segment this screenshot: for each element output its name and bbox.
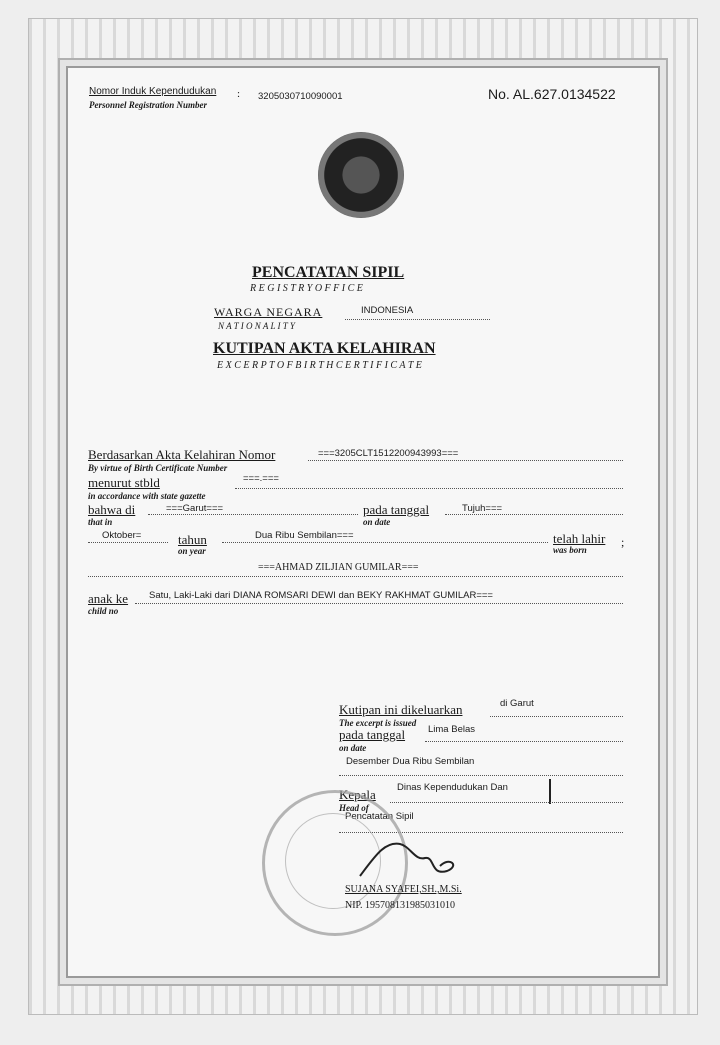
signer-nip: NIP. 195708131985031010 <box>345 900 456 911</box>
head-label: Kepala <box>339 787 376 802</box>
born-semicolon: ; <box>621 535 625 549</box>
nik-value: 3205030710090001 <box>258 91 343 102</box>
date-label: pada tanggal <box>363 502 430 517</box>
born-label-en: was born <box>553 545 587 555</box>
place-label-en: that in <box>88 517 113 527</box>
head-value: Dinas Kependudukan Dan <box>397 782 508 793</box>
stbld-label-en: in accordance with state gazette <box>88 491 206 501</box>
signature <box>355 836 465 886</box>
head-value-2: Pencatatan Sipil <box>345 811 414 822</box>
issued-value: di Garut <box>500 698 534 709</box>
issue-date-value: Lima Belas <box>428 724 475 735</box>
year-label: tahun <box>178 532 207 547</box>
date-value: Tujuh=== <box>462 503 503 514</box>
document-title-en: E X C E R P T O F B I R T H C E R T I F I C A T E <box>217 360 422 371</box>
issue-date-label-en: on date <box>339 743 367 753</box>
cert-number-value: ===3205CLT1512200943993=== <box>318 448 459 459</box>
garuda-emblem <box>318 132 404 218</box>
nationality-value: INDONESIA <box>361 305 414 316</box>
nationality-label: WARGA NEGARA <box>214 305 323 319</box>
stbld-label: menurut stbld <box>88 475 160 490</box>
place-value: ===Garut=== <box>166 503 224 514</box>
issued-label-en: The excerpt is issued <box>339 718 417 728</box>
child-order-label-en: child no <box>88 606 119 616</box>
nik-label: Nomor Induk Kependudukan <box>89 86 217 97</box>
issue-date-label: pada tanggal <box>339 727 406 742</box>
child-order-label: anak ke <box>88 591 129 606</box>
year-value: Dua Ribu Sembilan=== <box>255 530 354 541</box>
child-name: ===AHMAD ZILJIAN GUMILAR=== <box>258 562 419 573</box>
office-title-en: R E G I S T R Y O F F I C E <box>250 283 363 294</box>
stbld-value: ===.=== <box>243 473 279 484</box>
nik-label-en: Personnel Registration Number <box>89 100 208 110</box>
office-title: PENCATATAN SIPIL <box>252 264 405 281</box>
place-label: bahwa di <box>88 502 136 517</box>
cert-number-label: Berdasarkan Akta Kelahiran Nomor <box>88 447 276 462</box>
head-label-en: Head of <box>339 803 369 813</box>
nationality-label-en: N A T I O N A L I T Y <box>218 321 295 331</box>
year-label-en: on year <box>178 546 206 556</box>
date-label-en: on date <box>363 517 391 527</box>
document-number: No. AL.627.0134522 <box>488 86 616 102</box>
born-label: telah lahir <box>553 531 606 546</box>
month-value: Oktober= <box>102 530 142 541</box>
issue-date-value-2: Desember Dua Ribu Sembilan <box>346 756 475 767</box>
cert-number-label-en: By virtue of Birth Certificate Number <box>88 463 228 473</box>
issued-label: Kutipan ini dikeluarkan <box>339 702 463 717</box>
child-order-parents: Satu, Laki-Laki dari DIANA ROMSARI DEWI dan BEKY RAKHMAT GUMILAR=== <box>149 590 493 601</box>
document-title: KUTIPAN AKTA KELAHIRAN <box>213 340 436 357</box>
nik-colon: : <box>237 88 241 100</box>
signer-name: SUJANA SYAFEI,SH.,M.Si. <box>345 884 462 895</box>
